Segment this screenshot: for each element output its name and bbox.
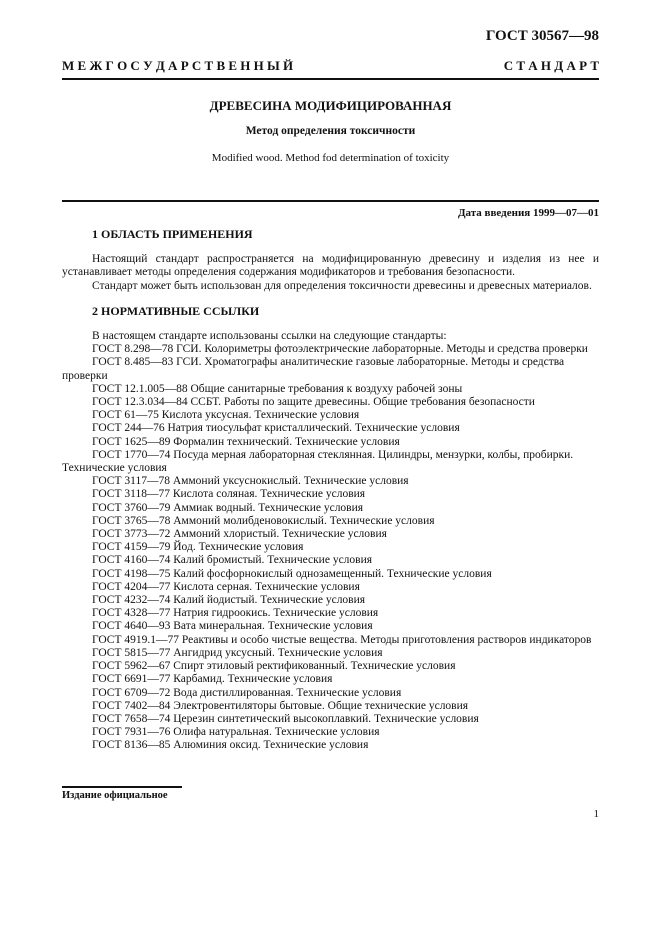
section-2-intro: В настоящем стандарте использованы ссылки на следующие стандарты: — [92, 330, 447, 343]
reference-item: ГОСТ 61—75 Кислота уксусная. Технические условия — [92, 409, 360, 422]
reference-item: ГОСТ 7658—74 Церезин синтетический высокоплавкий. Технические условия — [92, 712, 479, 725]
reference-item: ГОСТ 1770—74 Посуда мерная лабораторная стеклянная. Цилиндры, мензурки, колбы, пробирки. Технические условия — [62, 448, 574, 475]
reference-item: ГОСТ 4159—79 Йод. Технические условия — [92, 541, 304, 554]
reference-list — [62, 343, 599, 752]
reference-item: ГОСТ 1625—89 Формалин технический. Технические условия — [92, 435, 400, 448]
reference-item: ГОСТ 4919.1—77 Реактивы и особо чистые вещества. Методы приготовления растворов индикаторов — [92, 633, 592, 646]
reference-item: ГОСТ 5962—67 Спирт этиловый ректификованный. Технические условия — [92, 660, 456, 673]
effective-date: Дата введения 1999—07—01 — [457, 207, 599, 219]
section-1-heading: 1 ОБЛАСТЬ ПРИМЕНЕНИЯ — [92, 227, 253, 241]
section-1-paragraph-2: Стандарт может быть использован для определения токсичности древесины и древесных материалов. — [92, 279, 592, 292]
title-rule — [62, 200, 599, 202]
reference-item: ГОСТ 3760—79 Аммиак водный. Технические условия — [92, 501, 364, 514]
reference-item: ГОСТ 12.3.034—84 ССБТ. Работы по защите древесины. Общие требования безопасности — [92, 396, 535, 409]
reference-item: ГОСТ 4232—74 Калий йодистый. Технические условия — [92, 594, 366, 607]
reference-item: ГОСТ 7402—84 Электровентиляторы бытовые. Общие технические условия — [92, 699, 469, 712]
reference-item: ГОСТ 6691—77 Карбамид. Технические условия — [92, 673, 333, 686]
reference-item: ГОСТ 7931—76 Олифа натуральная. Технические условия — [92, 726, 380, 739]
edition-note: Издание официальное — [62, 790, 168, 801]
standard-code: ГОСТ 30567—98 — [485, 28, 599, 44]
banner-right: С Т А Н Д А Р Т — [503, 58, 599, 73]
section-1-paragraph-1: Настоящий стандарт распространяется на модифицированную древесину и изделия из нее и устанавливает методы определения содержания модификаторов и требования безопасности. — [62, 253, 599, 279]
reference-item: ГОСТ 8.298—78 ГСИ. Колориметры фотоэлектрические лабораторные. Методы и средства проверки — [92, 343, 588, 356]
reference-item: ГОСТ 8136—85 Алюминия оксид. Технические условия — [92, 739, 369, 752]
reference-item: ГОСТ 244—76 Натрия тиосульфат кристаллический. Технические условия — [92, 422, 460, 435]
reference-item: ГОСТ 8.485—83 ГСИ. Хроматографы аналитические газовые лабораторные. Методы и средства проверки — [62, 356, 565, 382]
banner-left: М Е Ж Г О С У Д А Р С Т В Е Н Н Ы Й — [62, 58, 294, 73]
reference-item: ГОСТ 3765—78 Аммоний молибденовокислый. Технические условия — [92, 514, 435, 527]
reference-item: ГОСТ 5815—77 Ангидрид уксусный. Технические условия — [92, 646, 383, 659]
reference-item: ГОСТ 3118—77 Кислота соляная. Технические условия — [92, 488, 366, 501]
document-title: ДРЕВЕСИНА МОДИФИЦИРОВАННАЯ — [209, 98, 452, 113]
reference-item: ГОСТ 12.1.005—88 Общие санитарные требования к воздуху рабочей зоны — [92, 382, 463, 395]
document-body — [62, 228, 599, 753]
reference-item: ГОСТ 6709—72 Вода дистиллированная. Технические условия — [92, 686, 402, 699]
footer-rule — [62, 786, 182, 788]
section-2-heading: 2 НОРМАТИВНЫЕ ССЫЛКИ — [92, 303, 260, 318]
reference-item: ГОСТ 3117—78 Аммоний уксуснокислый. Технические условия — [92, 475, 409, 488]
reference-item: ГОСТ 4204—77 Кислота серная. Технические условия — [92, 580, 360, 593]
reference-item: ГОСТ 4198—75 Калий фосфорнокислый однозамещенный. Технические условия — [92, 567, 492, 580]
top-rule — [62, 78, 599, 80]
standard-banner — [62, 58, 599, 74]
reference-item: ГОСТ 4328—77 Натрия гидроокись. Технические условия — [92, 607, 379, 620]
document-subtitle: Метод определения токсичности — [245, 125, 416, 137]
reference-item: ГОСТ 3773—72 Аммоний хлористый. Технические условия — [92, 528, 387, 541]
page-number: 1 — [593, 808, 599, 820]
reference-item: ГОСТ 4160—74 Калий бромистый. Технические условия — [92, 554, 373, 567]
english-title: Modified wood. Method fod determination of toxicity — [211, 152, 450, 164]
reference-item: ГОСТ 4640—93 Вата минеральная. Технические условия — [92, 620, 373, 633]
